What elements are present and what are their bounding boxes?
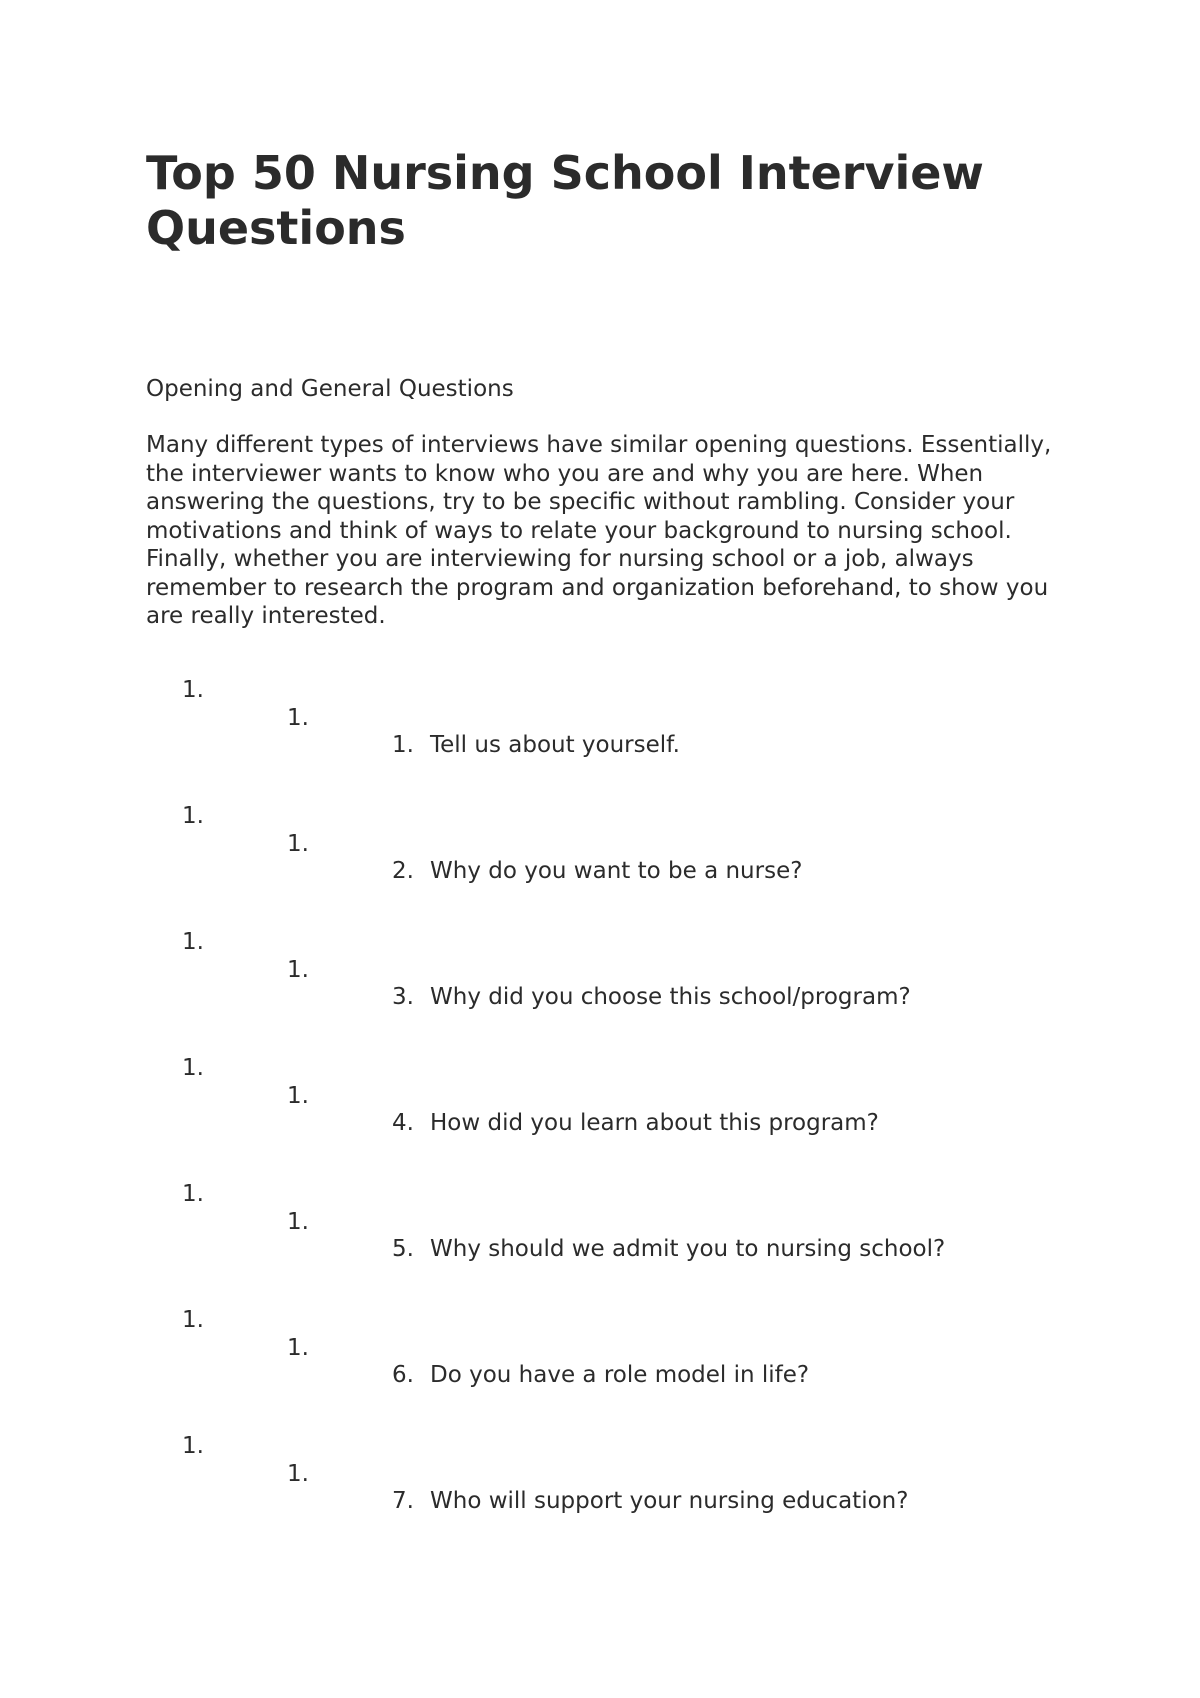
question-line <box>392 1361 809 1389</box>
question-text: Why do you want to be a nurse? <box>430 858 803 884</box>
list-marker-level-1: 1. <box>182 803 204 829</box>
list-marker-level-2: 1. <box>287 1461 309 1487</box>
question-item <box>0 1432 1200 1552</box>
list-marker-level-1: 1. <box>182 1307 204 1333</box>
question-text: How did you learn about this program? <box>430 1110 879 1136</box>
question-number: 4. <box>392 1110 414 1136</box>
question-item <box>0 1054 1200 1174</box>
question-text: Do you have a role model in life? <box>430 1362 810 1388</box>
question-number: 1. <box>392 732 414 758</box>
question-text: Tell us about yourself. <box>430 732 680 758</box>
list-marker-level-2: 1. <box>287 831 309 857</box>
question-line <box>392 1235 945 1263</box>
list-marker-level-2: 1. <box>287 705 309 731</box>
list-marker-level-1: 1. <box>182 1055 204 1081</box>
list-marker-level-2: 1. <box>287 1209 309 1235</box>
question-item <box>0 1306 1200 1426</box>
list-marker-level-1: 1. <box>182 929 204 955</box>
question-line <box>392 731 680 759</box>
list-marker-level-2: 1. <box>287 957 309 983</box>
question-text: Why should we admit you to nursing school? <box>430 1236 946 1262</box>
section-heading: Opening and General Questions <box>146 376 514 402</box>
list-marker-level-1: 1. <box>182 677 204 703</box>
question-item <box>0 928 1200 1048</box>
question-line <box>392 1487 908 1515</box>
question-number: 3. <box>392 984 414 1010</box>
question-line <box>392 1109 879 1137</box>
question-item <box>0 1180 1200 1300</box>
question-number: 2. <box>392 858 414 884</box>
document-title: Top 50 Nursing School Interview Questions <box>146 146 984 255</box>
list-marker-level-2: 1. <box>287 1335 309 1361</box>
question-text: Why did you choose this school/program? <box>430 984 911 1010</box>
question-number: 6. <box>392 1362 414 1388</box>
list-marker-level-1: 1. <box>182 1181 204 1207</box>
question-number: 7. <box>392 1488 414 1514</box>
question-item <box>0 676 1200 796</box>
question-text: Who will support your nursing education? <box>430 1488 909 1514</box>
question-item <box>0 802 1200 922</box>
question-line <box>392 983 911 1011</box>
list-marker-level-2: 1. <box>287 1083 309 1109</box>
list-marker-level-1: 1. <box>182 1433 204 1459</box>
question-line <box>392 857 802 885</box>
question-number: 5. <box>392 1236 414 1262</box>
intro-paragraph: Many different types of interviews have similar opening questions. Essentially, the interviewer wants to know who you are and why you are here. When answering the questions, try to be specific without rambling. Consider your motivations and think of ways to relate your background to nursing school. Finally, whether you are interviewing for nursing school or a job, always remember to research the program and organization beforehand, to show you are really interested. <box>146 432 1052 629</box>
